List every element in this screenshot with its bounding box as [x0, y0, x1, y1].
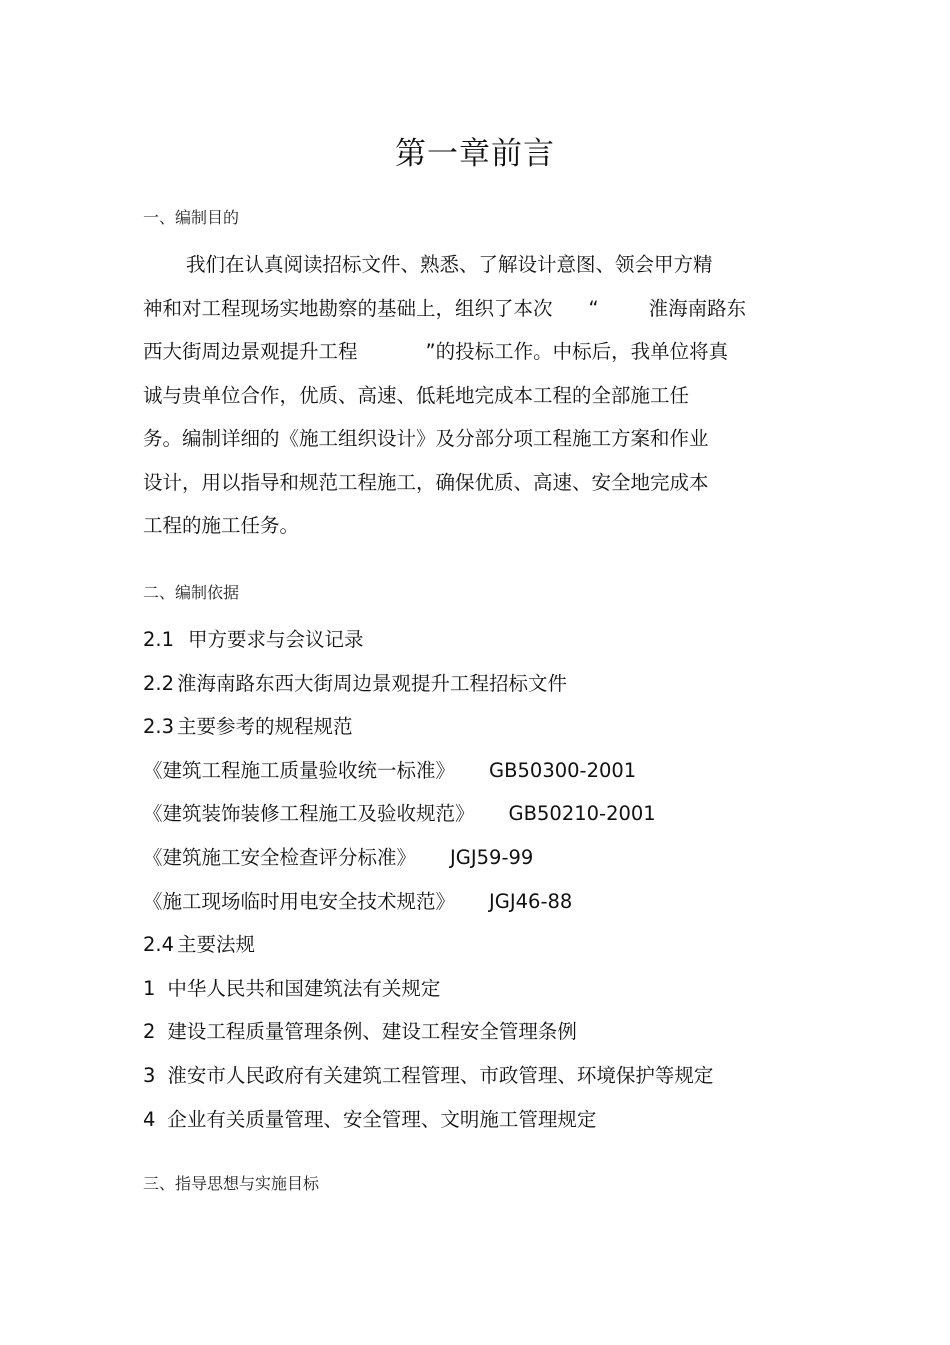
list-item: 2.4 主要法规	[143, 933, 256, 957]
paragraph-line	[143, 330, 746, 374]
list-item: 2.3 主要参考的规程规范	[143, 715, 353, 739]
section-heading-basis: 二、编制依据	[143, 583, 240, 602]
paragraph-text: 神和对工程现场实地勘察的基础上，组织了本次	[143, 296, 553, 320]
list-item: 2.1 甲方要求与会议记录	[143, 628, 364, 651]
standard-item: 《建筑装饰装修工程施工及验收规范》 GB50210-2001	[143, 802, 656, 826]
paragraph-text: 西大街周边景观提升工程	[143, 340, 358, 363]
paragraph-line: 务。编制详细的《施工组织设计》及分部分项工程施工方案和作业	[143, 427, 709, 450]
list-item: 2.2 淮海南路东西大街周边景观提升工程招标文件	[143, 671, 568, 695]
page-title: 第一章前言	[395, 136, 555, 172]
law-item: 2 建设工程质量管理条例、建设工程安全管理条例	[143, 1020, 577, 1044]
paragraph-line: 设计，用以指导和规范工程施工，确保优质、高速、安全地完成本	[143, 470, 709, 494]
section-heading-purpose: 一、编制目的	[143, 208, 240, 227]
standard-item: 《建筑工程施工质量验收统一标准》 GB50300-2001	[143, 758, 637, 782]
paragraph-line: 诚与贵单位合作，优质、高速、低耗地完成本工程的全部施工任	[143, 383, 690, 407]
paragraph-text: 淮海南路东	[648, 296, 747, 320]
paragraph-line: 我们在认真阅读招标文件、熟悉、了解设计意图、领会甲方精	[186, 253, 713, 276]
purpose-paragraph	[143, 243, 746, 548]
paragraph-line: 工程的施工任务。	[143, 514, 300, 537]
law-item: 3 淮安市人民政府有关建筑工程管理、市政管理、环境保护等规定	[143, 1063, 714, 1087]
section-heading-guiding: 三、指导思想与实施目标	[143, 1174, 320, 1193]
paragraph-line	[143, 287, 746, 331]
open-quote: “	[588, 296, 599, 320]
basis-list	[143, 618, 713, 1141]
standard-item: 《建筑施工安全检查评分标准》 JGJ59-99	[143, 845, 534, 869]
law-item: 1 中华人民共和国建筑法有关规定	[143, 976, 441, 1000]
paragraph-text: ”的投标工作。中标后，我单位将真	[425, 340, 729, 363]
law-item: 4 企业有关质量管理、安全管理、文明施工管理规定	[143, 1107, 597, 1131]
standard-item: 《施工现场临时用电安全技术规范》 JGJ46-88	[143, 889, 573, 913]
